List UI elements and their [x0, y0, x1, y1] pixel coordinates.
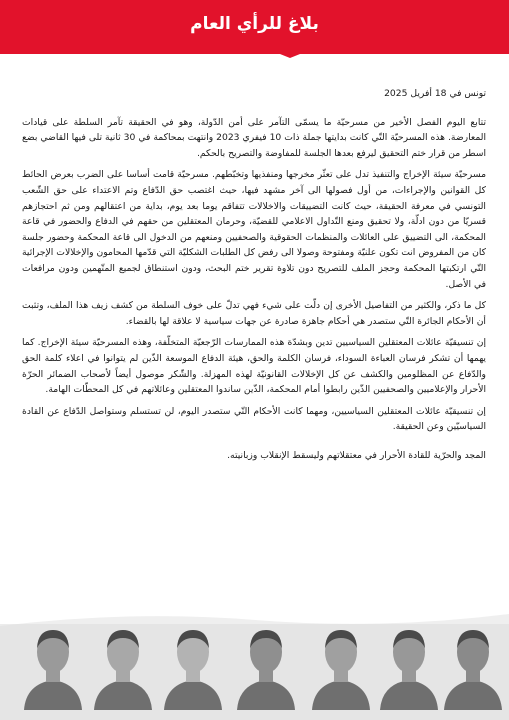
paragraph-3: كل ما ذكر، والكثير من التفاصيل الأخرى إن دلّت على شيء فهي تدلّ على خوف السلطة من كشف زيف هذا الملف، وتثبت أن الأحكام الجائرة التّي ستصدر هي أحكام جاهزة صادرة عن جهات سياسية لا علاقة لها بالقضاء.: [22, 300, 486, 327]
portrait-3: [162, 618, 224, 710]
portrait-4: [235, 618, 297, 710]
portrait-1: [22, 618, 84, 710]
paragraph-4: إن تنسيقيّة عائلات المعتقلين السياسيين تدين وبشدّة هذه الممارسات الرّجعيّة المتخلّفة، وهذه المسرحيّة سيئة الإخراج. كما يهمها أن تشكر فرسان العباءة السوداء، فرسان الكلمة والحق، هيئة الدفاع الموسعة الذّين لم يتوانوا في اعلاء كلمة الحق والدّفاع عن المظلومين والكشف عن كل الإخلالات القانونيّة لهذه المهزلة. والشّكر موصول أيضاً لأصحاب الضمائر الحرّة الأحرار والإعلاميين والصحفيين الذّين رابطوا أمام المحكمة، الذّين ساندوا المعتقلين وعائلاتهم في كل المحطّات الهامة.: [22, 337, 486, 396]
paragraph-1: تتابع اليوم الفصل الأخير من مسرحيّة ما يسمّى التآمر على أمن الدّولة، وهو في الحقيقة تآمر السلطة على قيادات المعارضة. هذه المسرحيّة التّي كانت بدايتها جملة ذات 10 فيفري 2023 وانتهت بمحاكمة في 30 ثانية تلى فيها القاضي بضع اسطر من قرار ختم التحقيق ليرفع بعدها الجلسة للمفاوضة والتصريح بالحكم.: [22, 116, 486, 159]
closing-line: المجد والحرّية للقادة الأحرار في معتقلاتهم وليسقط الإنقلاب وزبانيته.: [227, 449, 486, 461]
header-banner: [0, 0, 509, 58]
statement-body: [22, 86, 486, 463]
portrait-7: [442, 618, 504, 710]
page-title: بلاغ للرأي العام: [190, 14, 319, 34]
paragraph-5: إن تنسيقيّة عائلات المعتقلين السياسيين، ومهما كانت الأحكام التّي ستصدر اليوم، لن تستسلم وستواصل الدّفاع عن القادة السياسيّين وعن الحقيقة.: [22, 405, 486, 433]
portrait-2: [92, 618, 154, 710]
portrait-5: [310, 618, 372, 710]
statement-date: تونس في 18 أفريل 2025: [384, 88, 486, 99]
detainees-portrait-strip: [0, 600, 509, 720]
portrait-6: [378, 618, 440, 710]
paragraph-2: مسرحيّة سيئة الإخراج والتنفيذ تدل على تعثّر مخرجها ومنفذيها وتخبّطهم. مسرحيّة قامت أساسا على الضرب بعرض الحائط كل القوانين والإجراءات، من أول فصولها الى آخر مشهد فيها، حيث اغتصب حق الدّفاع وتم الاعتداء على حق الشّعب التونسي في معرفة الحقيقة، حيث كانت التضييقات والاخلالات تتفاقم يوما بعد يوم، بداية من اعتقالهم ومن ثم احتجازهم قسريّا من دون ادلّة، ولا تحقيق ومنع التّداول الاعلامي للقضيّة، وحرمان المعتقلين من حقهم في الدفاع والحضور في قاعة المحكمة، الى التضييق على العائلات والمنظمات الحقوقية والصحفيين ومنعهم من الدخول الى قاعة المحكمة وحضور جلسة كان من المفروض انت تكون علنيّة ومفتوحة وصولا الى رفض كل الطلبات الشكليّة التي قدّمها المحامون والإخلالات الإجرائية التّي ارتكبتها المحكمة وحجز الملف للتصريح دون تلاوة تقرير ختم البحث، ودون استنطاق لجميع المتّهمين ودون مرافعات في الأصل.: [22, 169, 486, 290]
